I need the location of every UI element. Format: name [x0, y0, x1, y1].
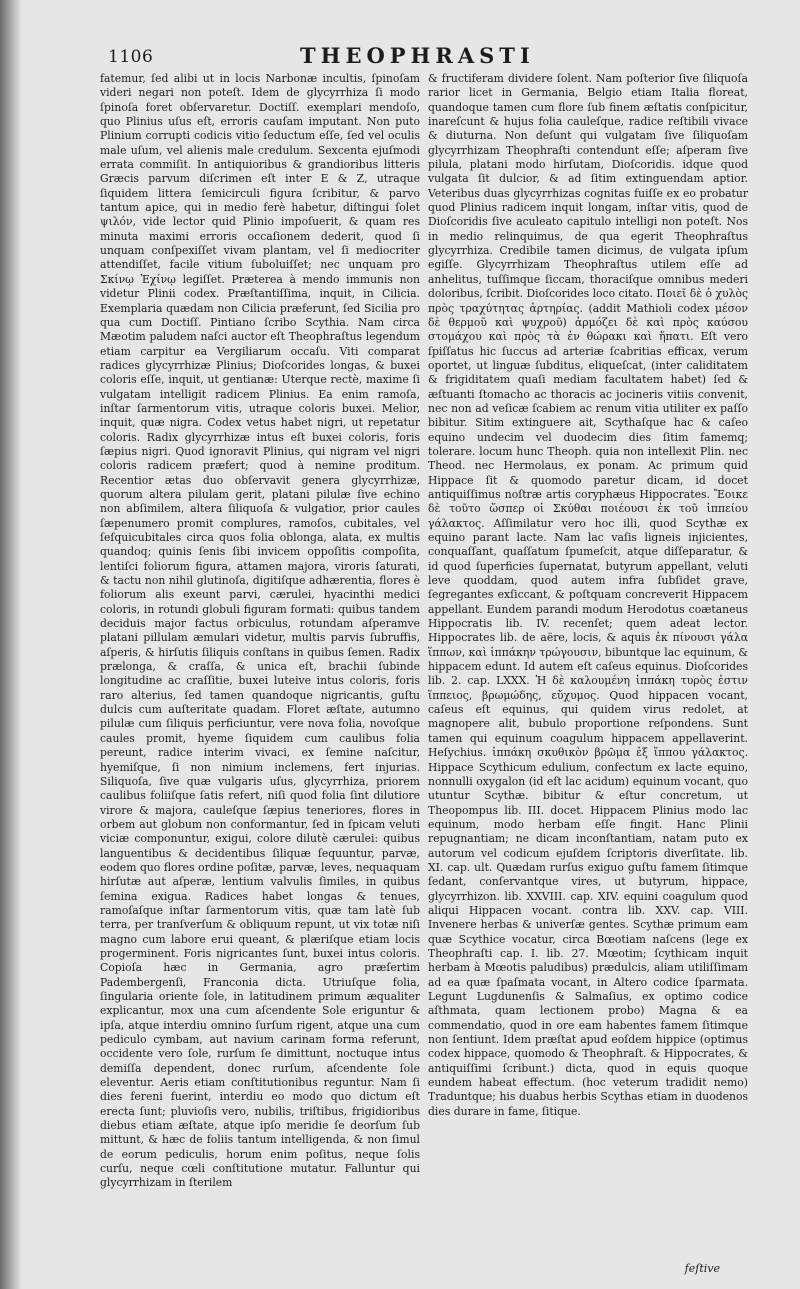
- running-head: THEOPHRASTI: [300, 43, 535, 68]
- left-column-text: fatemur, ſed alibi ut in locis Narbonæ incultis, ſpinoſam videri negari non poteſt. Idem de glycyrrhiza ſi modo ſpinoſa foret obſervaretur. Doctiſſ. exemplari mendoſo, quo Plinius uſus eſt, erroris cauſam imputant. Non puto Plinium corrupti codicis vitio ſeductum eſſe, ſed vel oculis male uſum, vel alienis male credulum. Sexcenta ejuſmodi errata commiſit. In antiquioribus & grandioribus litteris Græcis parvum diſcrimen eſt inter Ε & Ζ, utraque ſiquidem littera ſemicirculi figura ſcribitur, & parvo tantum apice, qui in medio ferè habetur, diſtingui ſolet ψιλόν, vide lector quid Plinio impoſuerit, & quam res minuta maximi erroris occaſionem dederit, quod ſi unquam conſpexiſſet vivam plantam, vel ſi mediocriter attendiſſet, facile vitium ſuboluiſſet; nec unquam pro Σκίνῳ Ἐχίνῳ legiſſet. Præterea à mendo immunis non videtur Plinii codex. Præſtantiſſima, inquit, in Cilicia. Exemplaria quædam non Cilicia præferunt, ſed Sicilia pro qua cum Doctiſſ. Pintiano ſcribo Scythia. Nam circa Mæotim paludem naſci auctor eſt Theophraſtus legendum etiam carpitur ea Vergiliarum occaſu. Viti comparat radices glycyrrhizæ Plinius; Dioſcorides longas, & buxei coloris eſſe, inquit, ut gentianæ: Uterque rectè, maxime ſi vulgatam intelligit radicem Plinius. Ea enim ramoſa, inſtar ſarmentorum vitis, utraque coloris buxei. Melior, inquit, quæ nigra. Codex vetus habet nigri, ut repetatur coloris. Radix glycyrrhizæ intus eſt buxei coloris, foris ſæpius nigri. Quod ignoravit Plinius, qui nigram vel nigri coloris radicem præfert; quod à nemine proditum. Recentior ætas duo obſervavit genera glycyrrhizæ, quorum altera pilulam gerit, platani pilulæ ſive echino non abſimilem, altera ſiliquoſa & vulgatior, prior caules ſæpenumero promit complures, ramoſos, cubitales, vel ſeſquicubitales circa quos folia oblonga, alata, ex multis quandoq; quinis ſenis ſibi invicem oppoſitis compoſita, lentiſci foliorum figura, attamen majora, viroris ſaturati, & tactu non nihil glutinoſa, digitiſque adhærentia, flores è foliorum alis exeunt parvi, cærulei, hyacinthi medici coloris, in rotundi globuli figuram formati: quibus tandem deciduis major factus orbiculus, rotundam aſperamve platani pillulam æmulari videtur, multis parvis ſubruffis, aſperis, & hirſutis ſiliquis conſtans in quibus ſemen. Radix prælonga, & craſſa, & unica eſt, brachii ſubinde longitudine ac craſſitie, buxei luteive intus coloris, foris raro alterius, ſed tamen quandoque nigricantis, guſtu dulcis cum auſteritate quadam. Floret æſtate, autumno pilulæ cum ſiliquis perficiuntur, vere nova folia, novoſque caules promit, hyeme ſiquidem cum caulibus folia pereunt, radice interim vivaci, ex ſemine naſcitur, hyemiſque, ſi non nimium inclemens, fert injurias. Siliquoſa, ſive quæ vulgaris uſus, glycyrrhiza, priorem caulibus foliiſque ſatis refert, niſi quod folia ſint dilutiore virore & majora, cauleſque ſæpius teneriores, flores in orbem aut globum non conformantur, ſed in ſpicam veluti viciæ componuntur, exigui, colore dilutè cærulei: quibus languentibus & decidentibus ſiliquæ ſequuntur, parvæ, eodem quo flores ordine poſitæ, parvæ, leves, nequaquam hirſutæ aut aſperæ, lentium valvulis ſimiles, in quibus ſemina exigua. Radices habet longas & tenues, ramoſaſque inſtar ſarmentorum vitis, quæ tam latè ſub terra, per tranſverſum & obliquum repunt, ut vix totæ niſi magno cum labore erui queant, & plæriſque etiam locis progerminent. Foris nigricantes ſunt, buxei intus coloris. Copioſa hæc in Germania, agro præſertim Padembergenſi, Franconia dicta. Utriuſque folia, ſingularia oriente ſole, in latitudinem primum æqualiter explicantur, mox una cum aſcendente Sole eriguntur & ipſa, atque interdiu omnino ſurſum rigent, atque una cum pediculo cymbam, aut navium carinam forma referunt, occidente vero ſole, rurſum ſe dimittunt, noctuque intus demiſſa dependent, donec rurſum, aſcendente ſole eleventur. Aeris etiam conſtitutionibus reguntur. Nam ſi dies fereni fuerint, interdiu eo modo quo dictum eſt erecta ſunt; pluvioſis vero, nubilis, triſtibus, frigidioribus diebus etiam æſtate, atque ipſo meridie ſe deorſum ſub mittunt, & hæc de foliis tantum intelligenda, & non ſimul de eorum pediculis, horum enim poſitus, neque ſolis curſu, neque cœli conſtitutione mutatur. Falluntur qui glycyrrhizam in ſterilem: [100, 72, 420, 1190]
- right-column: [428, 72, 748, 1119]
- right-column-text: & fructiferam dividere ſolent. Nam poſterior ſive ſiliquoſa rarior licet in Germania, Belgio etiam Italia floreat, quandoque tamen cum flore ſub finem æſtatis conſpicitur, inareſcunt & hujus folia cauleſque, radice reſtibili vivace & diuturna. Non deſunt qui vulgatam ſive ſiliquoſam glycyrrhizam Theophraſti contendunt eſſe; aſperam ſive pilula, platani modo hirſutam, Dioſcoridis. idque quod vulgata ſit dulcior, & ad ſitim extinguendam aptior. Veteribus duas glycyrrhizas cognitas fuiſſe ex eo probatur quod Plinius radicem inquit longam, inſtar vitis, quod de Dioſcoridis ſive aculeato capitulo intelligi non poteſt. Nos in medio relinquimus, de qua egerit Theophraſtus glycyrrhiza. Credibile tamen dicimus, de vulgata ipſum egiſſe. Glycyrrhizam Theophraſtus utilem eſſe ad anhelitus, tuſſimque ſiccam, thoraciſque omnibus mederi doloribus, ſcribit. Dioſcorides loco citato. Ποιεῖ δὲ ὁ χυλὸς πρὸς τραχύτητας ἀρτηρίας. (addit Mathioli codex μέσον δὲ θερμοῦ καὶ ψυχροῦ) ἁρμόζει δὲ καὶ πρὸς καύσου στομάχου καὶ πρὸς τὰ ἐν θώρακι καὶ ἥπατι. Eſt vero ſpiſſatus hic ſuccus ad arteriæ ſcabritias efficax, verum oportet, ut linguæ ſubditus, eliqueſcat, (inter caliditatem & frigiditatem quaſi mediam facultatem habet) ſed & æſtuanti ſtomacho ac thoracis ac jocineris vitiis convenit, nec non ad veſicæ ſcabiem ac renum vitia utiliter ex paſſo bibitur. Sitim extinguere ait, Scythaſque hac & caſeo equino undecim vel duodecim dies ſitim famemq; tolerare. locum hunc Theoph. quia non intellexit Plin. nec Theod. nec Hermolaus, ex ponam. Ac primum quid Hippace ſit & quomodo paretur dicam, id docet antiquiſſimus noſtræ artis coryphæus Hippocrates. Ἔοικε δὲ τοῦτο ὥσπερ οἱ Σκύθαι ποιέουσι ἐκ τοῦ ἱππείου γάλακτος. Aſſimilatur vero hoc illi, quod Scythæ ex equino parant lacte. Nam lac vaſis ligneis injicientes, conquaſſant, quaſſatum ſpumeſcit, atque diſſeparatur, & id quod ſuperficies ſupernatat, butyrum appellant, veluti leve quoddam, quod autem infra ſubſidet grave, ſegregantes exſiccant, & poſtquam concreverit Hippacem appellant. Eundem parandi modum Herodotus coætaneus Hippocratis lib. IV. recenſet; quem adeat lector. Hippocrates lib. de aëre, locis, & aquis ἐκ πίνουσι γάλα ἵππων, καὶ ἱππάκην τρώγουσιν, bibuntque lac equinum, & hippacem edunt. Id autem eſt caſeus equinus. Dioſcorides lib. 2. cap. LXXX. Ἡ δὲ καλουμένη ἱππάκη τυρὸς ἐστιν ἵππειος, βρωμώδης, εὔχυμος. Quod hippacen vocant, caſeus eſt equinus, qui quidem virus redolet, at magnopere alit, bubulo proportione reſpondens. Sunt tamen qui equinum coagulum hippacem appellaverint. Heſychius. ἱππάκη σκυθικὸν βρῶμα ἐξ ἵππου γάλακτος. Hippace Scythicum edulium, confectum ex lacte equino, nonnulli oxygalon (id eſt lac acidum) equinum vocant, quo utuntur Scythæ. bibitur & eſtur concretum, ut Theopompus lib. III. docet. Hippacem Plinius modo lac equinum, modo herbam eſſe fingit. Hanc Plinii repugnantiam; ne dicam inconſtantiam, natam puto ex autorum vel codicum ejuſdem ſcriptoris diverſitate. lib. XI. cap. ult. Quædam rurſus exiguo guſtu famem ſitimque ſedant, conſervantque vires, ut butyrum, hippace, glycyrrhizon. lib. XXVIII. cap. XIV. equini coagulum quod aliqui Hippacen vocant. contra lib. XXV. cap. VIII. Invenere herbas & univerſæ gentes. Scythæ primum eam quæ Scythice vocatur, circa Bœotiam naſcens (lege ex Theophraſti cap. I. lib. 27. Mœotim; ſcythicam inquit herbam à Mœotis paludibus) prædulcis, aliam utiliſſimam ad ea quæ ſpaſmata vocant, in Altero codice ſparmata. Legunt Lugdunenſis & Salmaſius, ex optimo codice aſthmata, quam lectionem probo) Magna & ea commendatio, quod in ore eam habentes famem ſitimque non ſentiunt. Idem præſtat apud eoſdem hippice (optimus codex hippace, quomodo & Theophraſt. & Hippocrates, & antiquiſſimi ſcribunt.) dicta, quod in equis quoque eundem habeat effectum. (hoc veterum tradidit nemo) Traduntque; his duabus herbis Scythas etiam in duodenos dies durare in fame, ſitique.: [428, 72, 748, 1118]
- page-number: 1106: [108, 47, 154, 67]
- left-column: [100, 72, 420, 1191]
- page-gutter-shadow: [0, 0, 22, 1289]
- catchword: feſtive: [684, 1262, 720, 1275]
